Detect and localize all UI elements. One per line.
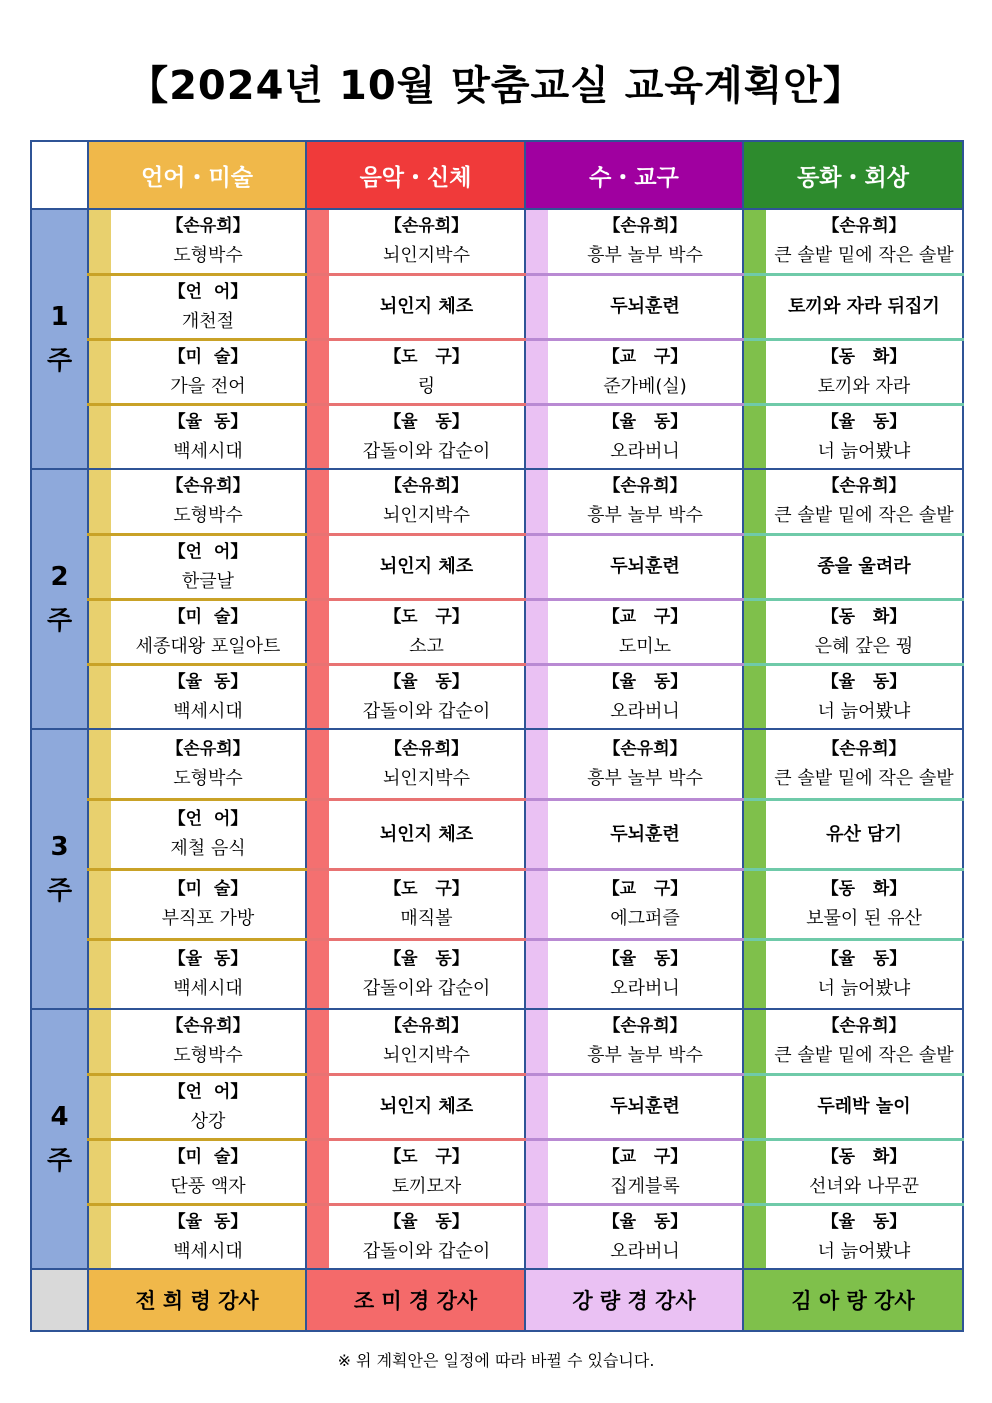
activity-cell (743, 469, 963, 534)
activity-value: 상강 (190, 1110, 226, 1132)
activity-value: 백세시대 (173, 440, 243, 462)
activity-label: 【율 동】 (602, 1211, 688, 1232)
activity-cell (306, 404, 525, 469)
activity-cell (88, 869, 306, 939)
activity-value: 토끼와 자라 (817, 375, 911, 397)
category-strip (526, 341, 548, 403)
activity-value: 너 늙어봤냐 (817, 700, 911, 722)
activity-row (31, 799, 963, 869)
category-strip (526, 801, 548, 868)
activity-row (31, 274, 963, 339)
category-strip (307, 1076, 329, 1138)
activity-value: 흥부 놀부 박수 (587, 505, 703, 527)
activity-value: 유산 담기 (826, 823, 902, 845)
category-strip (526, 470, 548, 533)
week-unit: 주 (46, 606, 73, 636)
activity-cell (88, 599, 306, 664)
activity-row (31, 729, 963, 799)
week-unit: 주 (46, 1146, 73, 1176)
activity-cell (88, 534, 306, 599)
activity-cell (743, 339, 963, 404)
category-strip (744, 601, 766, 663)
category-strip (89, 666, 111, 729)
activity-cell (525, 1139, 743, 1204)
activity-label: 【언 어】 (168, 541, 248, 562)
activity-cell (306, 729, 525, 799)
category-strip (526, 536, 548, 598)
activity-label: 【율 동】 (821, 671, 907, 692)
activity-value: 선녀와 나무꾼 (808, 1175, 920, 1197)
category-strip (526, 1141, 548, 1203)
activity-value: 오라버니 (610, 1240, 680, 1262)
activity-label: 【손유희】 (822, 738, 906, 759)
activity-value: 두뇌훈련 (610, 823, 680, 845)
instructor-name: 김 아 랑 강사 (743, 1269, 963, 1331)
activity-cell (743, 939, 963, 1009)
activity-value: 흥부 놀부 박수 (587, 245, 703, 267)
activity-label: 【손유희】 (822, 216, 906, 237)
activity-value: 토끼와 자라 뒤집기 (788, 296, 940, 317)
week-label (31, 469, 88, 729)
category-strip (744, 666, 766, 729)
activity-label: 【율 동】 (821, 411, 907, 432)
activity-label: 【율 동】 (821, 949, 907, 970)
category-strip (89, 871, 111, 938)
category-strip (744, 730, 766, 798)
activity-label: 【동 화】 (821, 879, 907, 899)
activity-cell (88, 939, 306, 1009)
activity-label: 【손유희】 (166, 738, 250, 759)
column-header: 음악・신체 (306, 141, 525, 209)
activity-cell (306, 534, 525, 599)
activity-value: 세종대왕 포일아트 (135, 635, 281, 657)
column-header: 동화・회상 (743, 141, 963, 209)
activity-value: 오라버니 (610, 978, 680, 1000)
activity-cell (743, 799, 963, 869)
activity-value: 단풍 액자 (170, 1175, 246, 1197)
activity-cell (88, 1009, 306, 1074)
activity-row (31, 1009, 963, 1074)
activity-value: 토끼모자 (391, 1175, 462, 1197)
activity-value: 너 늙어봤냐 (817, 1240, 911, 1262)
activity-cell (525, 534, 743, 599)
activity-label: 【손유희】 (384, 1016, 469, 1037)
category-strip (89, 1206, 111, 1269)
activity-value: 오라버니 (610, 700, 680, 722)
footer-corner-cell (31, 1269, 88, 1331)
schedule-note: ※ 위 계획안은 일정에 따라 바뀔 수 있습니다. (337, 1351, 655, 1370)
activity-cell (306, 869, 525, 939)
activity-cell (306, 664, 525, 729)
activity-value: 두뇌훈련 (610, 296, 680, 317)
activity-label: 【율 동】 (602, 411, 688, 432)
activity-label: 【율 동】 (168, 1211, 248, 1232)
activity-value: 개천절 (181, 310, 235, 332)
activity-cell (306, 209, 525, 274)
activity-label: 【손유희】 (603, 216, 687, 237)
activity-cell (306, 274, 525, 339)
activity-cell (525, 1204, 743, 1269)
instructor-name: 강 량 경 강사 (525, 1269, 743, 1331)
activity-cell (525, 939, 743, 1009)
category-strip (307, 941, 329, 1009)
week-label (31, 1009, 88, 1269)
activity-cell (88, 339, 306, 404)
category-strip (89, 1010, 111, 1073)
activity-label: 【동 화】 (821, 346, 907, 367)
activity-row (31, 469, 963, 534)
activity-label: 【미 술】 (168, 1146, 248, 1167)
category-strip (526, 210, 548, 273)
activity-value: 뇌인지박수 (383, 245, 470, 267)
activity-value: 갑돌이와 갑순이 (362, 1240, 491, 1262)
category-strip (744, 1141, 766, 1203)
category-strip (744, 406, 766, 469)
activity-label: 【율 동】 (821, 1211, 907, 1232)
activity-cell (525, 274, 743, 339)
instructor-name: 조 미 경 강사 (306, 1269, 525, 1331)
category-strip (307, 536, 329, 598)
activity-value: 부직포 가방 (161, 908, 255, 929)
activity-value: 갑돌이와 갑순이 (362, 440, 491, 462)
activity-label: 【율 동】 (168, 949, 248, 970)
activity-cell (88, 1139, 306, 1204)
activity-cell (88, 209, 306, 274)
activity-row (31, 664, 963, 729)
activity-label: 【손유희】 (384, 738, 469, 759)
activity-cell (306, 939, 525, 1009)
activity-cell (743, 274, 963, 339)
activity-label: 【동 화】 (821, 606, 907, 627)
category-strip (307, 801, 329, 868)
category-strip (307, 470, 329, 533)
activity-value: 제철 음식 (170, 838, 246, 859)
activity-value: 링 (417, 375, 436, 397)
activity-value: 뇌인지 체조 (379, 823, 474, 845)
activity-value: 은혜 갚은 꿩 (814, 635, 914, 657)
activity-cell (306, 339, 525, 404)
activity-cell (743, 729, 963, 799)
activity-label: 【손유희】 (822, 1016, 906, 1037)
activity-label: 【언 어】 (168, 809, 248, 829)
activity-value: 두뇌훈련 (610, 556, 680, 577)
category-strip (526, 601, 548, 663)
activity-value: 뇌인지 체조 (379, 1096, 474, 1117)
activity-label: 【언 어】 (168, 1081, 248, 1102)
activity-row (31, 1139, 963, 1204)
category-strip (307, 730, 329, 798)
activity-cell (743, 664, 963, 729)
category-strip (526, 276, 548, 338)
category-strip (307, 666, 329, 729)
activity-cell (743, 404, 963, 469)
activity-label: 【미 술】 (168, 346, 248, 367)
activity-cell (525, 1009, 743, 1074)
activity-label: 【손유희】 (384, 216, 469, 237)
activity-cell (525, 729, 743, 799)
activity-value: 흥부 놀부 박수 (587, 1045, 703, 1067)
category-strip (307, 1141, 329, 1203)
activity-cell (743, 1204, 963, 1269)
activity-value: 도형박수 (173, 505, 243, 527)
column-header: 언어・미술 (88, 141, 306, 209)
activity-label: 【도 구】 (384, 346, 469, 367)
category-strip (89, 1141, 111, 1203)
week-number: 4 (50, 1102, 69, 1132)
category-strip (526, 941, 548, 1009)
activity-value: 뇌인지 체조 (379, 296, 474, 317)
activity-label: 【교 구】 (602, 346, 688, 367)
activity-label: 【율 동】 (602, 949, 688, 970)
activity-cell (743, 869, 963, 939)
category-strip (89, 406, 111, 469)
activity-value: 큰 솔밭 밑에 작은 솔밭 (774, 505, 954, 527)
activity-row (31, 939, 963, 1009)
activity-value: 가을 전어 (170, 375, 246, 397)
category-strip (744, 341, 766, 403)
activity-value: 종을 울려라 (817, 556, 911, 577)
activity-value: 갑돌이와 갑순이 (362, 700, 491, 722)
activity-label: 【도 구】 (384, 1146, 469, 1167)
activity-value: 뇌인지 체조 (379, 556, 474, 577)
activity-label: 【동 화】 (821, 1146, 907, 1167)
activity-row (31, 404, 963, 469)
activity-value: 뇌인지박수 (383, 505, 470, 527)
activity-value: 도형박수 (173, 1045, 243, 1067)
activity-cell (88, 274, 306, 339)
category-strip (307, 276, 329, 338)
category-strip (307, 341, 329, 403)
activity-cell (306, 599, 525, 664)
category-strip (526, 871, 548, 938)
activity-cell (306, 1009, 525, 1074)
activity-cell (525, 209, 743, 274)
category-strip (744, 871, 766, 938)
activity-cell (525, 799, 743, 869)
activity-value: 두뇌훈련 (610, 1096, 680, 1117)
activity-label: 【율 동】 (168, 411, 248, 432)
category-strip (89, 536, 111, 598)
activity-value: 두레박 놀이 (817, 1096, 911, 1117)
activity-value: 너 늙어봤냐 (817, 440, 911, 462)
activity-label: 【손유희】 (603, 476, 687, 497)
category-strip (744, 801, 766, 868)
category-strip (307, 601, 329, 663)
activity-cell (743, 534, 963, 599)
activity-value: 오라버니 (610, 440, 680, 462)
activity-row (31, 339, 963, 404)
activity-value: 집게블록 (610, 1175, 680, 1197)
activity-cell (88, 1074, 306, 1139)
activity-cell (743, 599, 963, 664)
header-row (31, 141, 963, 209)
category-strip (307, 1010, 329, 1073)
category-strip (744, 470, 766, 533)
category-strip (89, 941, 111, 1009)
activity-cell (88, 799, 306, 869)
category-strip (89, 470, 111, 533)
activity-cell (743, 1139, 963, 1204)
category-strip (526, 666, 548, 729)
activity-label: 【교 구】 (602, 879, 688, 899)
activity-value: 백세시대 (173, 978, 243, 1000)
activity-value: 백세시대 (173, 700, 243, 722)
activity-cell (306, 469, 525, 534)
week-label (31, 209, 88, 469)
category-strip (89, 730, 111, 798)
activity-value: 흥부 놀부 박수 (587, 767, 703, 789)
category-strip (307, 871, 329, 938)
category-strip (744, 1076, 766, 1138)
activity-label: 【손유희】 (603, 1016, 687, 1037)
category-strip (89, 601, 111, 663)
activity-cell (525, 664, 743, 729)
activity-label: 【율 동】 (384, 411, 469, 432)
category-strip (744, 1206, 766, 1269)
activity-row (31, 1074, 963, 1139)
category-strip (526, 1010, 548, 1073)
category-strip (744, 536, 766, 598)
category-strip (744, 1010, 766, 1073)
activity-label: 【손유희】 (822, 476, 906, 497)
activity-cell (306, 1204, 525, 1269)
activity-label: 【율 동】 (384, 949, 469, 970)
activity-cell (525, 1074, 743, 1139)
category-strip (89, 276, 111, 338)
corner-cell (31, 141, 88, 209)
activity-value: 백세시대 (173, 1240, 243, 1262)
activity-label: 【율 동】 (168, 671, 248, 692)
week-number: 2 (50, 562, 69, 592)
activity-label: 【미 술】 (168, 879, 248, 899)
activity-value: 너 늙어봤냐 (817, 978, 911, 1000)
activity-value: 도형박수 (173, 767, 243, 789)
category-strip (526, 406, 548, 469)
activity-label: 【율 동】 (602, 671, 688, 692)
activity-row (31, 599, 963, 664)
category-strip (307, 210, 329, 273)
activity-value: 한글날 (181, 570, 235, 592)
activity-row (31, 534, 963, 599)
activity-value: 소고 (409, 635, 444, 657)
activity-cell (306, 799, 525, 869)
activity-row (31, 869, 963, 939)
activity-cell (743, 209, 963, 274)
activity-label: 【손유희】 (384, 476, 469, 497)
activity-cell (88, 1204, 306, 1269)
activity-label: 【손유희】 (166, 216, 250, 237)
category-strip (307, 406, 329, 469)
category-strip (744, 276, 766, 338)
activity-row (31, 209, 963, 274)
page-title: 【2024년 10월 맞춤교실 교육계획안】 (128, 63, 864, 109)
activity-label: 【손유희】 (603, 738, 687, 759)
activity-cell (525, 469, 743, 534)
activity-value: 뇌인지박수 (383, 767, 470, 789)
category-strip (526, 1206, 548, 1269)
category-strip (89, 1076, 111, 1138)
activity-cell (88, 729, 306, 799)
week-number: 1 (50, 302, 69, 332)
activity-label: 【손유희】 (166, 1016, 250, 1037)
activity-cell (306, 1074, 525, 1139)
activity-cell (88, 404, 306, 469)
category-strip (89, 210, 111, 273)
activity-cell (306, 1139, 525, 1204)
activity-cell (525, 339, 743, 404)
activity-value: 뇌인지박수 (383, 1045, 470, 1067)
instructor-name: 전 희 령 강사 (88, 1269, 306, 1331)
activity-value: 갑돌이와 갑순이 (362, 978, 491, 1000)
instructor-row (31, 1269, 963, 1331)
activity-label: 【언 어】 (168, 281, 248, 302)
activity-value: 준가베(실) (603, 375, 687, 397)
activity-cell (525, 404, 743, 469)
activity-cell (525, 869, 743, 939)
activity-cell (88, 664, 306, 729)
activity-label: 【교 구】 (602, 606, 688, 627)
activity-label: 【손유희】 (166, 476, 250, 497)
activity-value: 큰 솔밭 밑에 작은 솔밭 (774, 245, 954, 267)
activity-cell (743, 1074, 963, 1139)
activity-label: 【미 술】 (168, 606, 248, 627)
activity-value: 도형박수 (173, 245, 243, 267)
activity-value: 도미노 (618, 635, 672, 657)
week-label (31, 729, 88, 1009)
week-number: 3 (50, 832, 69, 862)
activity-label: 【도 구】 (384, 606, 469, 627)
activity-cell (743, 1009, 963, 1074)
column-header: 수・교구 (525, 141, 743, 209)
week-unit: 주 (46, 346, 73, 376)
category-strip (307, 1206, 329, 1269)
activity-label: 【율 동】 (384, 671, 469, 692)
activity-value: 큰 솔밭 밑에 작은 솔밭 (774, 767, 954, 789)
activity-cell (88, 469, 306, 534)
category-strip (89, 341, 111, 403)
category-strip (89, 801, 111, 868)
activity-value: 매직볼 (400, 908, 453, 929)
category-strip (744, 941, 766, 1009)
category-strip (744, 210, 766, 273)
category-strip (526, 1076, 548, 1138)
activity-row (31, 1204, 963, 1269)
activity-value: 큰 솔밭 밑에 작은 솔밭 (774, 1045, 954, 1067)
activity-value: 보물이 된 유산 (806, 908, 922, 929)
week-unit: 주 (46, 876, 73, 906)
category-strip (526, 730, 548, 798)
plan-table (30, 140, 964, 1332)
activity-cell (525, 599, 743, 664)
activity-label: 【도 구】 (384, 879, 469, 899)
activity-label: 【율 동】 (384, 1211, 469, 1232)
activity-label: 【교 구】 (602, 1146, 688, 1167)
activity-value: 에그퍼즐 (610, 908, 680, 929)
